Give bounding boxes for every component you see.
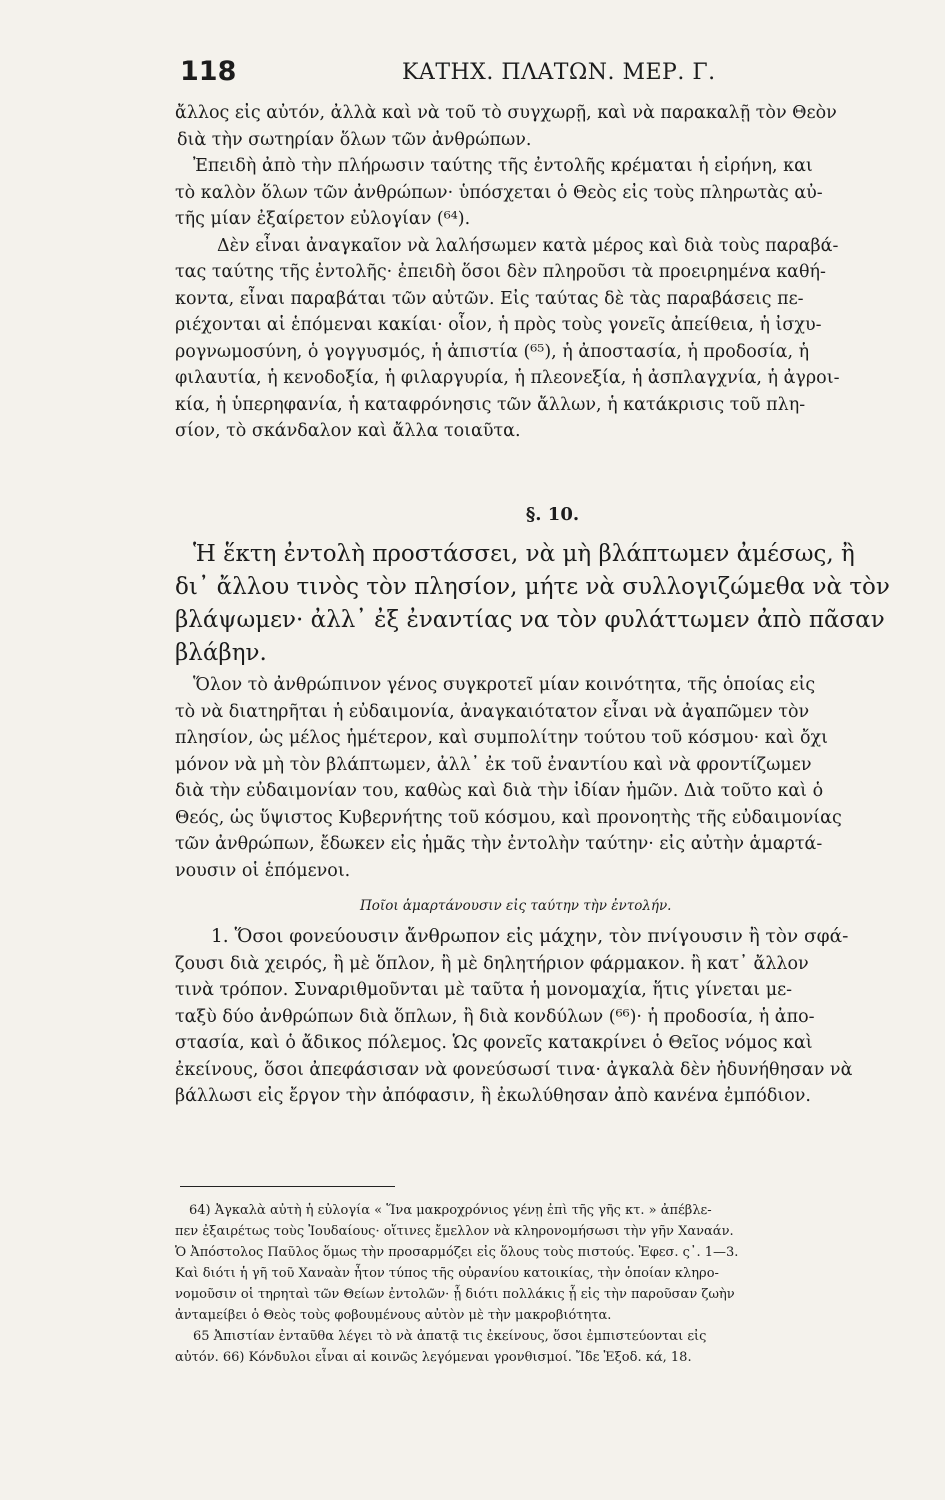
article-heading: §. 10. xyxy=(525,504,580,525)
footnote-line: Ὁ Ἀπόστολος Παῦλος ὅμως τὴν προσαρμόζει εἰς ὅλους τοὺς πιστούς. Ἐφεσ. ς᾽. 1—3. xyxy=(175,1245,739,1260)
text-line: Ἐπειδὴ ἀπὸ τὴν πλήρωσιν ταύτης τῆς ἐντολῆς κρέμαται ἡ εἰρήνη, και xyxy=(193,156,813,176)
explanation-paragraph xyxy=(175,672,930,884)
footnote-line: Καὶ διότι ἡ γῆ τοῦ Χαναὰν ἦτον τύπος τῆς οὐρανίου κατοικίας, τὴν ὁποίαν κληρο- xyxy=(175,1266,719,1281)
footnote-divider xyxy=(180,1186,395,1187)
footnote-line: αὐτόν. 66) Κόνδυλοι εἶναι αἱ κοινῶς λεγόμεναι γρονθισμοί. Ἴδε Ἐξοδ. κά, 18. xyxy=(175,1350,692,1365)
text-line: 1. Ὅσοι φονεύουσιν ἄνθρωπον εἰς μάχην, τὸν πνίγουσιν ἢ τὸν σφά- xyxy=(211,926,849,947)
footnote-line: 65 Ἀπιστίαν ἐνταῦθα λέγει τὸ νὰ ἀπατᾷ τις ἐκείνους, ὅσοι ἐμπιστεύονται εἰς xyxy=(193,1329,707,1344)
text-line: ταξὺ δύο ἀνθρώπων διὰ ὅπλων, ἢ διὰ κονδύλων (⁶⁶)· ἡ προδοσία, ἡ ἀπο- xyxy=(175,1006,815,1027)
text-line: μόνον νὰ μὴ τὸν βλάπτωμεν, ἀλλ᾽ ἐκ τοῦ ἐναντίου καὶ νὰ φροντίζωμεν xyxy=(175,754,812,775)
text-line: τῶν ἀνθρώπων, ἔδωκεν εἰς ἡμᾶς τὴν ἐντολὴν ταύτην· εἰς αὐτὴν ἁμαρτά- xyxy=(175,834,823,854)
running-head: ΚΑΤΗΧ. ΠΛΑΤΩΝ. ΜΕΡ. Γ. xyxy=(402,60,716,85)
text-line: τῆς μίαν ἐξαίρετον εὐλογίαν (⁶⁴). xyxy=(175,209,471,229)
text-line: σίον, τὸ σκάνδαλον καὶ ἄλλα τοιαῦτα. xyxy=(175,421,521,441)
text-line: τινὰ τρόπον. Συναριθμοῦνται μὲ ταῦτα ἡ μονομαχία, ἥτις γίνεται με- xyxy=(175,980,793,1000)
sin-list-item-1 xyxy=(175,924,930,1110)
text-line: ριέχονται αἱ ἑπόμεναι κακίαι· οἷον, ἡ πρὸς τοὺς γονεῖς ἀπείθεια, ἡ ἰσχυ- xyxy=(175,315,822,335)
footnote-line: 64) Ἀγκαλὰ αὐτὴ ἡ εὐλογία « Ἵνα μακροχρόνιος γένῃ ἐπὶ τῆς γῆς κτ. » ἀπέβλε- xyxy=(189,1203,712,1218)
text-line: Ὅλον τὸ ἀνθρώπινον γένος συγκροτεῖ μίαν κοινότητα, τῆς ὁποίας εἰς xyxy=(193,675,816,695)
text-line: κοντα, εἶναι παραβάται τῶν αὐτῶν. Εἰς ταύτας δὲ τὰς παραβάσεις πε- xyxy=(175,288,804,309)
text-line: Ἡ ἕκτη ἐντολὴ προστάσσει, νὰ μὴ βλάπτωμεν ἀμέσως, ἢ xyxy=(193,541,855,567)
footnotes xyxy=(175,1200,930,1368)
footnote-line: πεν ἐξαιρέτως τοὺς Ἰουδαίους· οἵτινες ἔμελλον νὰ κληρονομήσωσι τὴν γῆν Χαναάν. xyxy=(175,1224,734,1239)
opening-paragraphs xyxy=(175,100,930,445)
list-title: Ποῖοι ἁμαρτάνουσιν εἰς ταύτην τὴν ἐντολήν. xyxy=(360,898,672,914)
text-line: τὸ νὰ διατηρῆται ἡ εὐδαιμονία, ἀναγκαιότατον εἶναι νὰ ἀγαπῶμεν τὸν xyxy=(175,701,810,722)
text-line: φιλαυτία, ἡ κενοδοξία, ἡ φιλαργυρία, ἡ πλεονεξία, ἡ ἀσπλαγχνία, ἡ ἀγροι- xyxy=(175,368,840,388)
text-line: βλάβην. xyxy=(175,640,267,666)
text-line: ἄλλος εἰς αὐτόν, ἀλλὰ καὶ νὰ τοῦ τὸ συγχωρῇ, καὶ νὰ παρακαλῇ τὸν Θεὸν xyxy=(175,103,837,123)
text-line: τας ταύτης τῆς ἐντολῆς· ἐπειδὴ ὅσοι δὲν πληροῦσι τὰ προειρημένα καθή- xyxy=(175,262,826,282)
text-line: Δὲν εἶναι ἀναγκαῖον νὰ λαλήσωμεν κατὰ μέρος καὶ διὰ τοὺς παραβά- xyxy=(217,235,839,256)
text-line: τὸ καλὸν ὅλων τῶν ἀνθρώπων· ὑπόσχεται ὁ Θεὸς εἰς τοὺς πληρωτὰς αὐ- xyxy=(175,182,823,203)
text-line: βάλλωσι εἰς ἔργον τὴν ἀπόφασιν, ἢ ἐκωλύθησαν ἀπὸ κανένα ἐμπόδιον. xyxy=(175,1086,811,1106)
text-line: διὰ τὴν εὐδαιμονίαν του, καθὼς καὶ διὰ τὴν ἰδίαν ἡμῶν. Διὰ τοῦτο καὶ ὁ xyxy=(175,781,824,801)
text-line: δι᾽ ἄλλου τινὸς τὸν πλησίον, μήτε νὰ συλλογιζώμεθα νὰ τὸν xyxy=(175,574,890,600)
text-line: ἐκείνους, ὅσοι ἀπεφάσισαν νὰ φονεύσωσί τινα· ἀγκαλὰ δὲν ἠδυνήθησαν νὰ xyxy=(175,1059,853,1080)
footnote-line: ἀνταμείβει ὁ Θεὸς τοὺς φοβουμένους αὐτὸν μὲ τὴν μακροβιότητα. xyxy=(175,1308,612,1323)
page-header xyxy=(180,56,740,92)
sixth-commandment xyxy=(175,538,930,670)
text-line: ρογνωμοσύνη, ὁ γογγυσμός, ἡ ἀπιστία (⁶⁵), ἡ ἀποστασία, ἡ προδοσία, ἡ xyxy=(175,341,810,362)
article-heading-row xyxy=(175,504,930,534)
text-line: στασία, καὶ ὁ ἄδικος πόλεμος. Ὡς φονεῖς κατακρίνει ὁ Θεῖος νόμος καὶ xyxy=(175,1033,813,1053)
page-number: 118 xyxy=(180,56,237,87)
text-line: Θεός, ὡς ὕψιστος Κυβερνήτης τοῦ κόσμου, καὶ προνοητὴς τῆς εὐδαιμονίας xyxy=(175,807,842,828)
text-line: πλησίον, ὡς μέλος ἡμέτερον, καὶ συμπολίτην τούτου τοῦ κόσμου· καὶ ὄχι xyxy=(175,728,828,748)
text-line: διὰ τὴν σωτηρίαν ὅλων τῶν ἀνθρώπων. xyxy=(177,129,532,150)
text-line: νουσιν οἱ ἑπόμενοι. xyxy=(175,860,351,881)
text-line: βλάψωμεν· ἀλλ᾽ ἐξ ἐναντίας να τὸν φυλάττωμεν ἀπὸ πᾶσαν xyxy=(175,607,885,633)
text-line: ζουσι διὰ χειρός, ἢ μὲ ὅπλον, ἢ μὲ δηλητήριον φάρμακον. ἢ κατ᾽ ἄλλον xyxy=(175,953,809,974)
text-line: κία, ἡ ὑπερηφανία, ἡ καταφρόνησις τῶν ἄλλων, ἡ κατάκρισις τοῦ πλη- xyxy=(175,394,806,415)
footnote-line: νομοῦσιν οἱ τηρηταὶ τῶν Θείων ἐντολῶν· ᾗ διότι πολλάκις ᾗ εἰς τὴν παροῦσαν ζωὴν xyxy=(175,1287,735,1302)
